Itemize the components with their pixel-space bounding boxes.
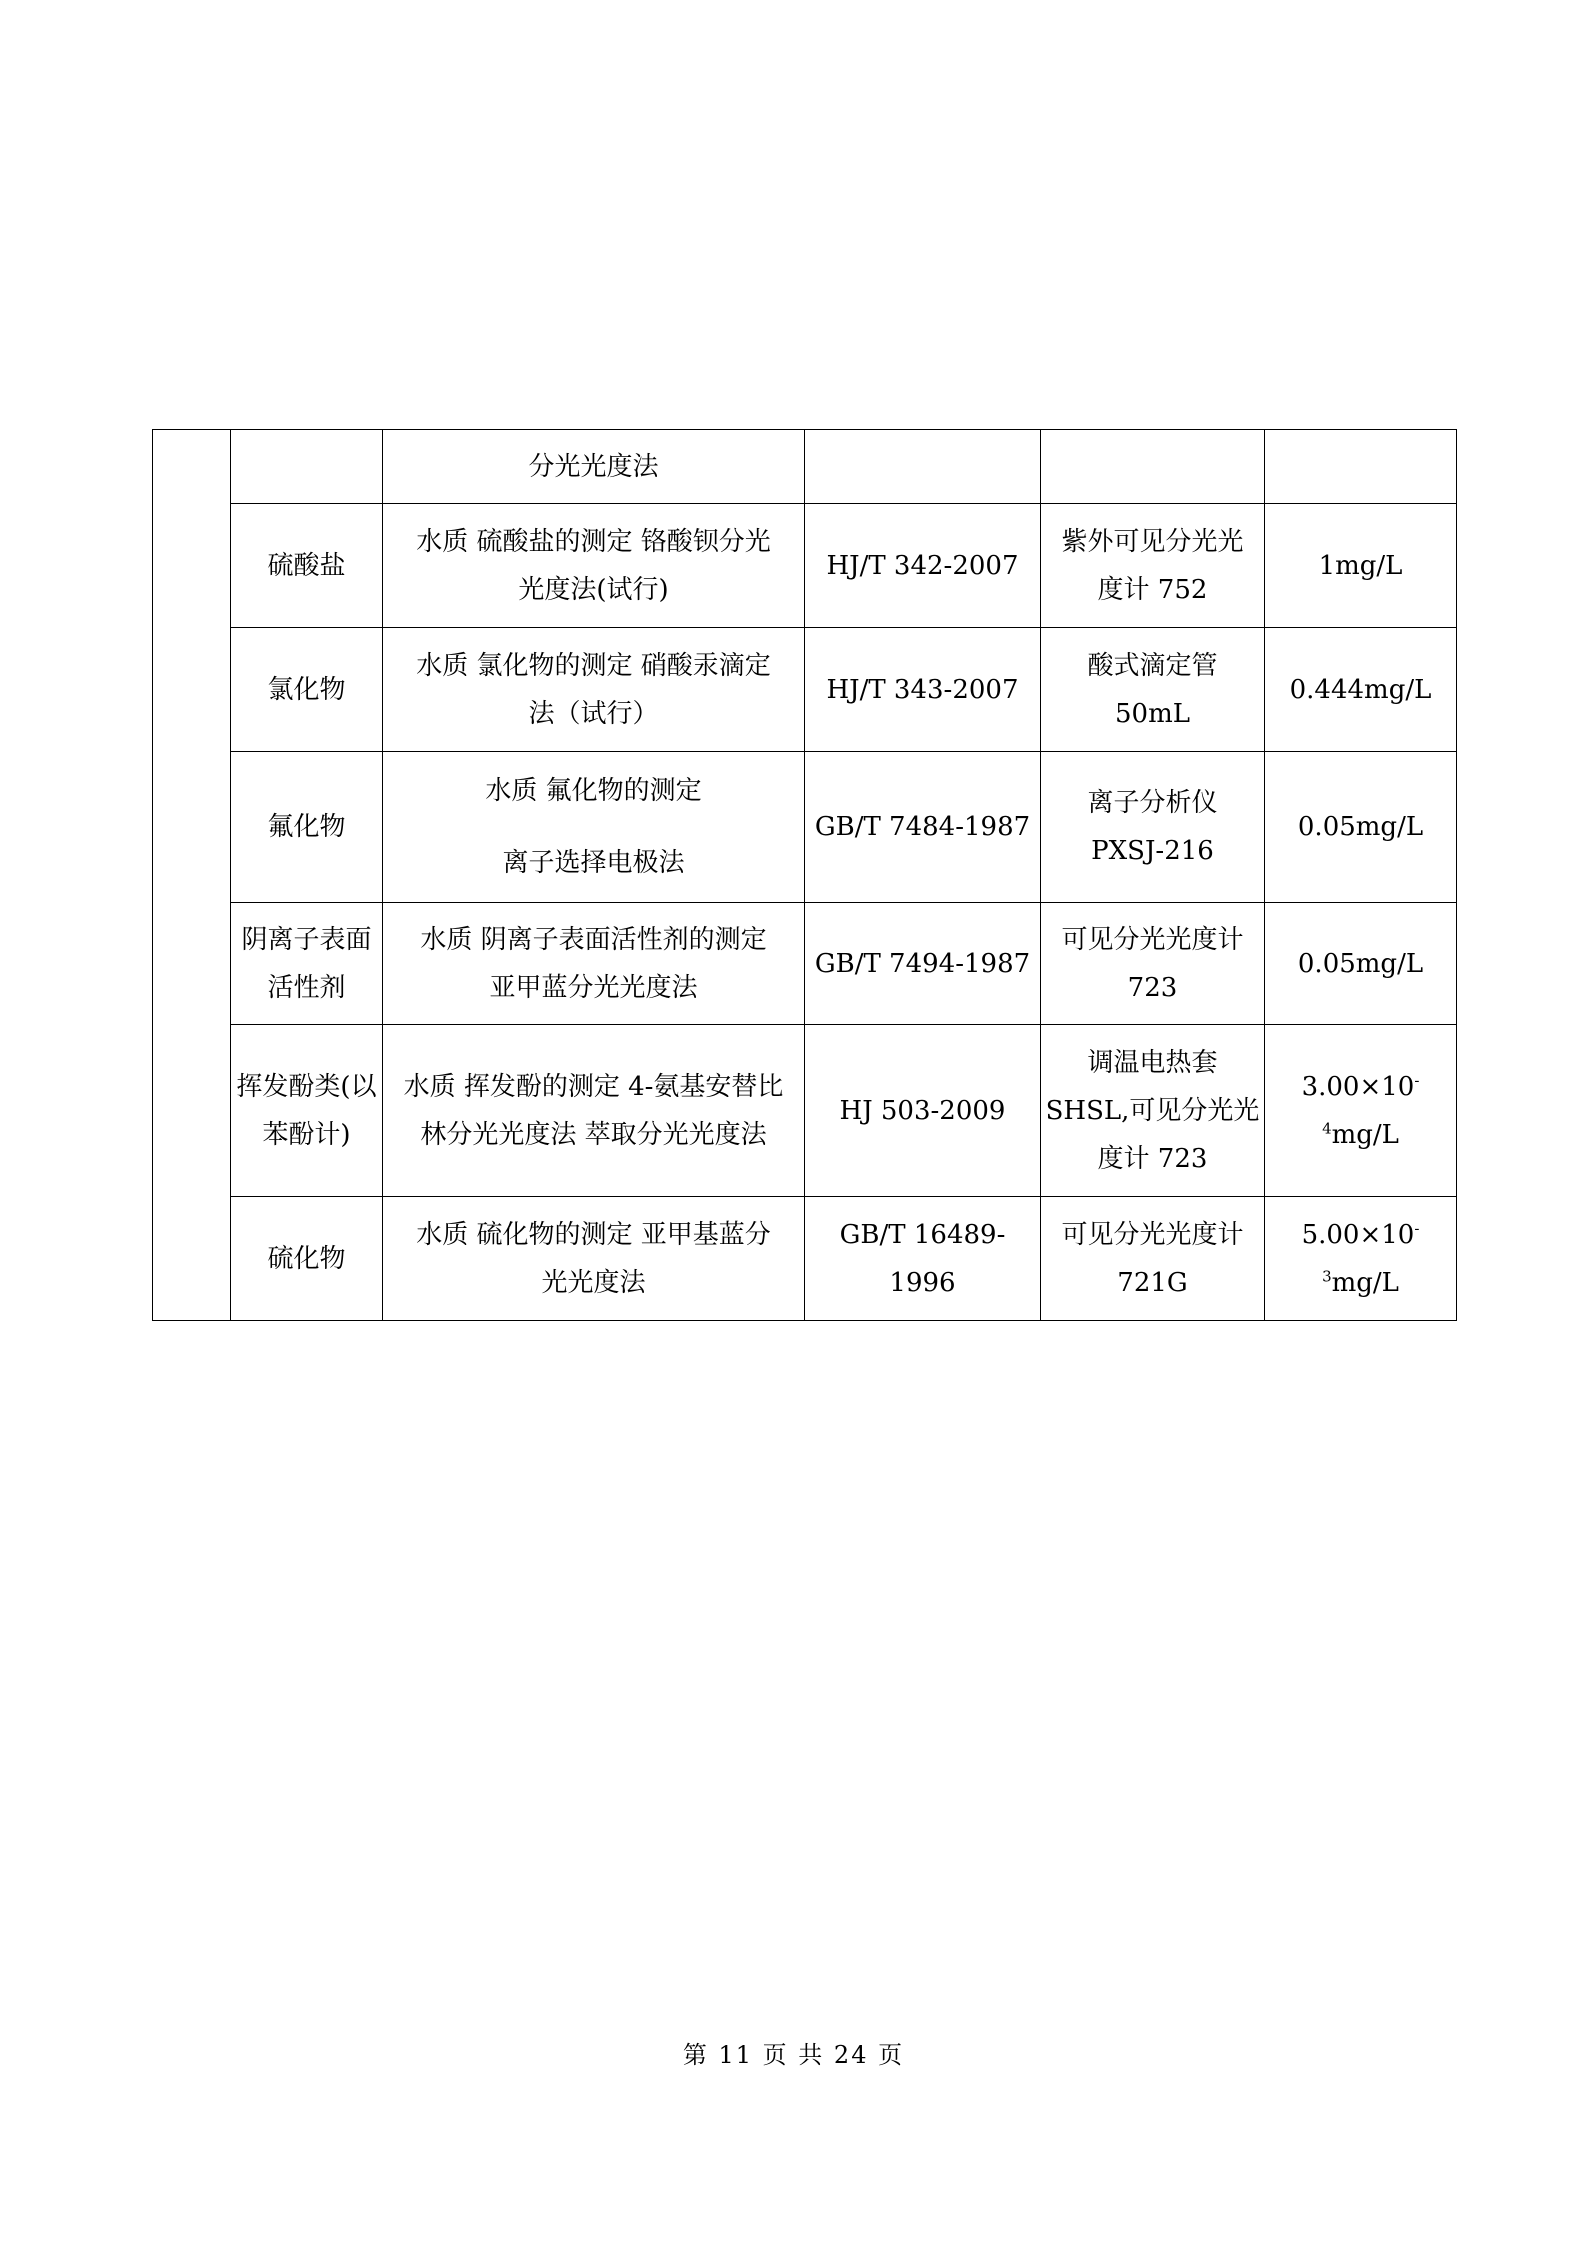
table-row [153, 903, 1457, 1025]
table-row [153, 430, 1457, 504]
limit-base: 3.00×10 [1301, 1071, 1415, 1102]
standard-cell: GB/T 7484-1987 [805, 752, 1041, 903]
item-cell: 氟化物 [231, 752, 383, 903]
table-row [153, 1197, 1457, 1321]
instrument-cell [1041, 430, 1265, 504]
table-row [153, 504, 1457, 628]
method-cell: 水质 阴离子表面活性剂的测定 亚甲蓝分光光度法 [383, 903, 805, 1025]
method-cell: 水质 氟化物的测定 离子选择电极法 [383, 752, 805, 903]
method-cell: 水质 挥发酚的测定 4-氨基安替比 林分光光度法 萃取分光光度法 [383, 1025, 805, 1197]
item-cell: 阴离子表面 活性剂 [231, 903, 383, 1025]
limit-cell [1265, 1197, 1457, 1321]
instrument-cell: 紫外可见分光光 度计 752 [1041, 504, 1265, 628]
item-cell: 挥发酚类(以 苯酚计) [231, 1025, 383, 1197]
standard-cell: GB/T 16489-1996 [805, 1197, 1041, 1321]
standard-cell: GB/T 7494-1987 [805, 903, 1041, 1025]
instrument-cell: 可见分光光度计 721G [1041, 1197, 1265, 1321]
limit-cell [1265, 1025, 1457, 1197]
table-row [153, 752, 1457, 903]
instrument-cell: 调温电热套 SHSL,可见分光光 度计 723 [1041, 1025, 1265, 1197]
limit-unit: mg/L [1331, 1267, 1399, 1298]
instrument-cell: 离子分析仪 PXSJ-216 [1041, 752, 1265, 903]
category-merged-cell [153, 430, 231, 1321]
limit-cell: 0.444mg/L [1265, 628, 1457, 752]
limit-base: 5.00×10 [1301, 1219, 1415, 1250]
item-cell: 硫化物 [231, 1197, 383, 1321]
item-cell: 氯化物 [231, 628, 383, 752]
table-row [153, 628, 1457, 752]
table-row [153, 1025, 1457, 1197]
limit-exponent: -4 [1322, 1070, 1420, 1137]
standard-cell [805, 430, 1041, 504]
method-cell: 水质 硫化物的测定 亚甲基蓝分 光光度法 [383, 1197, 805, 1321]
standard-cell: HJ 503-2009 [805, 1025, 1041, 1197]
limit-exponent: -3 [1322, 1218, 1420, 1285]
standard-cell: HJ/T 342-2007 [805, 504, 1041, 628]
page-number-footer: 第 11 页 共 24 页 [682, 2041, 905, 2069]
limit-cell [1265, 430, 1457, 504]
limit-cell: 0.05mg/L [1265, 752, 1457, 903]
instrument-cell: 酸式滴定管 50mL [1041, 628, 1265, 752]
instrument-cell: 可见分光光度计 723 [1041, 903, 1265, 1025]
limit-unit: mg/L [1331, 1119, 1399, 1150]
limit-cell: 1mg/L [1265, 504, 1457, 628]
method-cell: 水质 氯化物的测定 硝酸汞滴定 法（试行） [383, 628, 805, 752]
method-cell: 水质 硫酸盐的测定 铬酸钡分光 光度法(试行) [383, 504, 805, 628]
standard-cell: HJ/T 343-2007 [805, 628, 1041, 752]
method-cell: 分光光度法 [383, 430, 805, 504]
item-cell [231, 430, 383, 504]
test-methods-table [152, 429, 1457, 1321]
limit-cell: 0.05mg/L [1265, 903, 1457, 1025]
item-cell: 硫酸盐 [231, 504, 383, 628]
